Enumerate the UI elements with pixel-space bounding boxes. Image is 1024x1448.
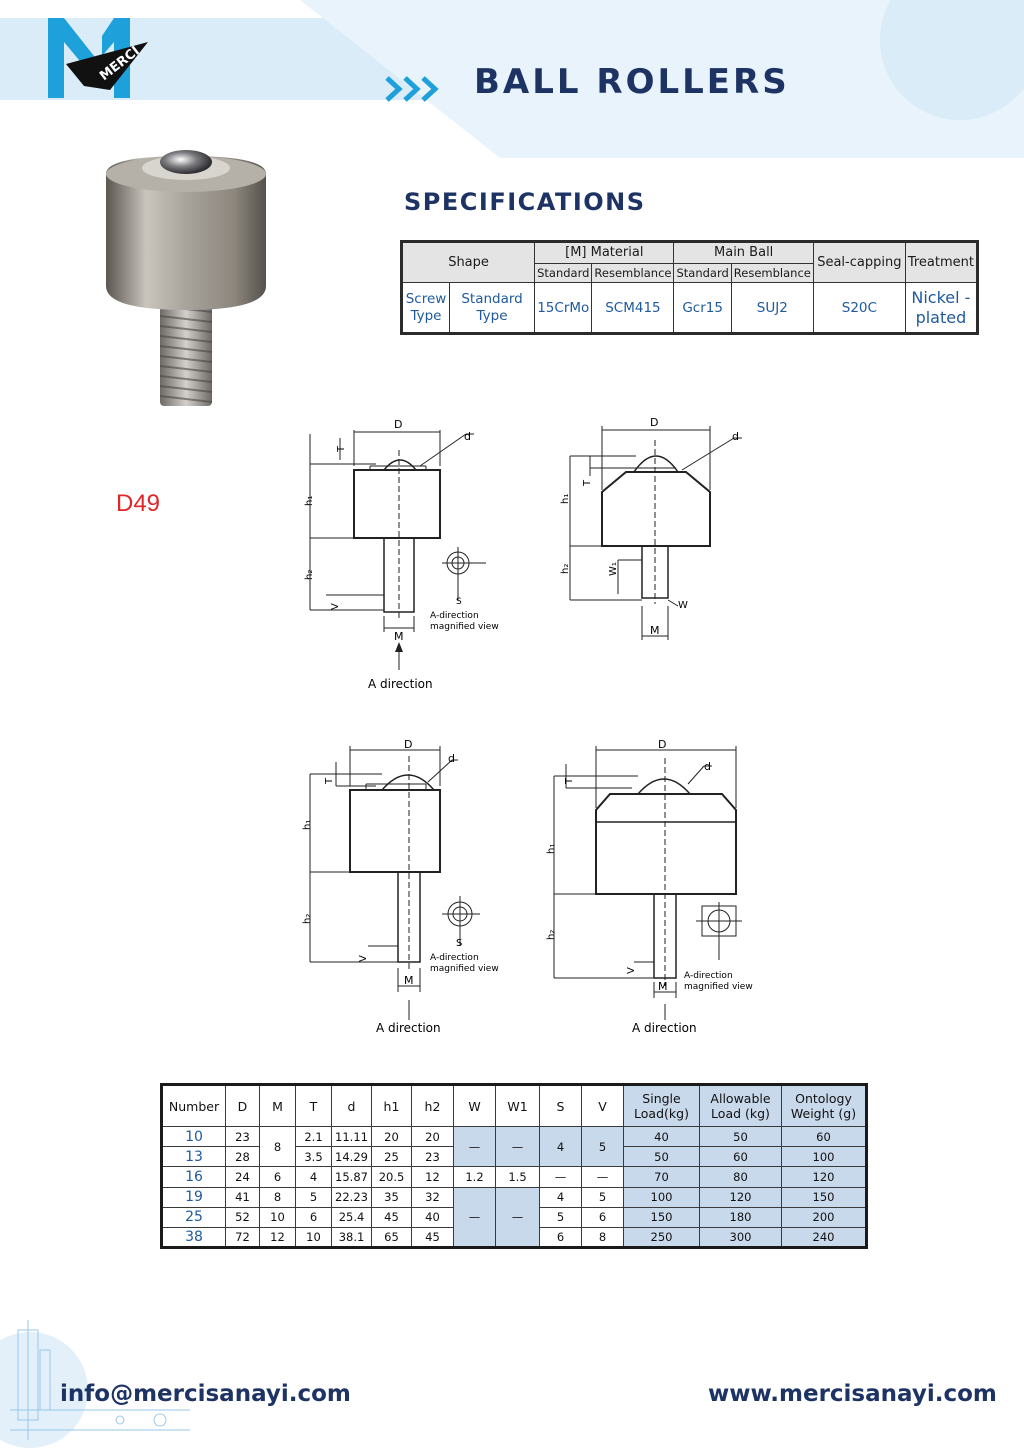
label-h2-3: h₂ bbox=[302, 913, 313, 924]
label-d-2: d bbox=[732, 430, 739, 443]
cell-number: 13 bbox=[162, 1147, 226, 1167]
ball-resemblance-cell: SUJ2 bbox=[731, 283, 813, 334]
cell-T: 2.1 bbox=[296, 1127, 332, 1147]
material-standard-header: Standard bbox=[535, 263, 592, 282]
cell-allowable-load: 50 bbox=[700, 1127, 782, 1147]
cell-h2: 32 bbox=[412, 1187, 454, 1207]
magnified-view-label-4b: magnified view bbox=[684, 982, 753, 992]
cell-single-load: 70 bbox=[624, 1167, 700, 1187]
label-W-2: W bbox=[678, 600, 688, 611]
cell-V: 8 bbox=[582, 1227, 624, 1247]
label-T-2: T bbox=[582, 479, 593, 486]
cell-T: 10 bbox=[296, 1227, 332, 1247]
technical-drawing-3 bbox=[296, 730, 516, 1040]
cell-single-load: 150 bbox=[624, 1207, 700, 1227]
magnified-view-label-3a: A-direction bbox=[430, 953, 479, 963]
cell-allowable-load: 180 bbox=[700, 1207, 782, 1227]
cell-V: — bbox=[582, 1167, 624, 1187]
dimensions-table bbox=[160, 1083, 868, 1249]
cell-D: 41 bbox=[226, 1187, 260, 1207]
ball-standard-header: Standard bbox=[674, 263, 731, 282]
col-V: V bbox=[582, 1085, 624, 1127]
shape-header: Shape bbox=[402, 242, 535, 283]
magnified-view-label-4a: A-direction bbox=[684, 971, 733, 981]
cell-M: 8 bbox=[260, 1127, 296, 1167]
cell-h2: 23 bbox=[412, 1147, 454, 1167]
cell-V: 5 bbox=[582, 1127, 624, 1167]
technical-drawing-4 bbox=[542, 730, 768, 1040]
table-row bbox=[162, 1167, 867, 1187]
cell-W: — bbox=[454, 1127, 496, 1167]
col-D: D bbox=[226, 1085, 260, 1127]
shape-standard-cell: Standard Type bbox=[450, 283, 535, 334]
col-allowable-load: Allowable Load (kg) bbox=[700, 1085, 782, 1127]
col-single-load: Single Load(kg) bbox=[624, 1085, 700, 1127]
a-direction-label-3: A direction bbox=[376, 1021, 441, 1035]
magnified-view-label-3b: magnified view bbox=[430, 964, 499, 974]
label-h1-2: h₁ bbox=[560, 493, 571, 504]
cell-allowable-load: 120 bbox=[700, 1187, 782, 1207]
cell-M: 6 bbox=[260, 1167, 296, 1187]
cell-single-load: 250 bbox=[624, 1227, 700, 1247]
cell-single-load: 50 bbox=[624, 1147, 700, 1167]
label-h1: h₁ bbox=[304, 495, 315, 506]
model-label: D49 bbox=[116, 490, 161, 517]
label-T: T bbox=[336, 445, 347, 452]
cell-S: — bbox=[540, 1167, 582, 1187]
cell-d: 14.29 bbox=[332, 1147, 372, 1167]
cell-d: 11.11 bbox=[332, 1127, 372, 1147]
cell-d: 25.4 bbox=[332, 1207, 372, 1227]
cell-d: 15.87 bbox=[332, 1167, 372, 1187]
footer-email-link[interactable]: info@mercisanayi.com bbox=[60, 1381, 351, 1407]
label-h2-4: h₂ bbox=[546, 929, 557, 940]
cell-D: 52 bbox=[226, 1207, 260, 1227]
label-D-4: D bbox=[658, 738, 667, 751]
label-d-4: d bbox=[704, 760, 711, 773]
label-V: V bbox=[330, 603, 341, 610]
cell-S: 5 bbox=[540, 1207, 582, 1227]
main-ball-header: Main Ball bbox=[674, 242, 813, 264]
cell-allowable-load: 300 bbox=[700, 1227, 782, 1247]
cell-h2: 12 bbox=[412, 1167, 454, 1187]
cell-weight: 240 bbox=[782, 1227, 867, 1247]
cell-T: 6 bbox=[296, 1207, 332, 1227]
cell-h1: 20.5 bbox=[372, 1167, 412, 1187]
cell-D: 72 bbox=[226, 1227, 260, 1247]
cell-number: 16 bbox=[162, 1167, 226, 1187]
cell-weight: 200 bbox=[782, 1207, 867, 1227]
col-h1: h1 bbox=[372, 1085, 412, 1127]
page-title: BALL ROLLERS bbox=[474, 62, 790, 102]
cell-weight: 150 bbox=[782, 1187, 867, 1207]
merci-logo bbox=[44, 16, 154, 102]
label-h1-3: h₁ bbox=[302, 819, 313, 830]
cell-T: 4 bbox=[296, 1167, 332, 1187]
material-header: [M] Material bbox=[535, 242, 674, 264]
cell-W1: 1.5 bbox=[496, 1167, 540, 1187]
chevron-arrows-icon bbox=[383, 74, 443, 104]
label-M-2: M bbox=[650, 624, 660, 637]
cell-S: 4 bbox=[540, 1127, 582, 1167]
label-d: d bbox=[464, 430, 471, 443]
cell-D: 24 bbox=[226, 1167, 260, 1187]
cell-D: 23 bbox=[226, 1127, 260, 1147]
table-row bbox=[162, 1187, 867, 1207]
cell-S: 6 bbox=[540, 1227, 582, 1247]
technical-drawing-1 bbox=[296, 410, 516, 700]
seal-capping-cell: S20C bbox=[813, 283, 905, 334]
cell-allowable-load: 60 bbox=[700, 1147, 782, 1167]
a-direction-label: A direction bbox=[368, 677, 433, 691]
cell-h1: 25 bbox=[372, 1147, 412, 1167]
col-number: Number bbox=[162, 1085, 226, 1127]
cell-single-load: 40 bbox=[624, 1127, 700, 1147]
cell-M: 10 bbox=[260, 1207, 296, 1227]
cell-d: 38.1 bbox=[332, 1227, 372, 1247]
label-S-3: S bbox=[456, 938, 463, 949]
cell-h2: 45 bbox=[412, 1227, 454, 1247]
cell-W1: — bbox=[496, 1187, 540, 1247]
cell-S: 4 bbox=[540, 1187, 582, 1207]
cell-number: 19 bbox=[162, 1187, 226, 1207]
cell-h1: 65 bbox=[372, 1227, 412, 1247]
logo-text: MERCI bbox=[97, 43, 143, 85]
cell-d: 22.23 bbox=[332, 1187, 372, 1207]
magnified-view-label-1: A-direction bbox=[430, 611, 479, 621]
label-W1-2: W₁ bbox=[608, 562, 619, 576]
material-resemblance-cell: SCM415 bbox=[592, 283, 674, 334]
cell-D: 28 bbox=[226, 1147, 260, 1167]
cell-W: — bbox=[454, 1187, 496, 1247]
blueprint-decoration bbox=[0, 1300, 200, 1448]
col-S: S bbox=[540, 1085, 582, 1127]
cell-single-load: 100 bbox=[624, 1187, 700, 1207]
cell-number: 38 bbox=[162, 1227, 226, 1247]
cell-weight: 120 bbox=[782, 1167, 867, 1187]
label-T-3: T bbox=[324, 777, 335, 784]
col-T: T bbox=[296, 1085, 332, 1127]
cell-h2: 40 bbox=[412, 1207, 454, 1227]
label-d-3: d bbox=[448, 752, 455, 765]
col-W1: W1 bbox=[496, 1085, 540, 1127]
label-h2-2: h₂ bbox=[560, 563, 571, 574]
technical-drawing-2 bbox=[556, 410, 756, 650]
footer-website-link[interactable]: www.mercisanayi.com bbox=[708, 1381, 997, 1407]
cell-weight: 100 bbox=[782, 1147, 867, 1167]
label-M-3: M bbox=[404, 974, 414, 987]
material-standard-cell: 15CrMo bbox=[535, 283, 592, 334]
cell-weight: 60 bbox=[782, 1127, 867, 1147]
treatment-cell: Nickel -plated bbox=[905, 283, 977, 334]
col-d: d bbox=[332, 1085, 372, 1127]
col-W: W bbox=[454, 1085, 496, 1127]
cell-M: 8 bbox=[260, 1187, 296, 1207]
specifications-heading: SPECIFICATIONS bbox=[404, 188, 646, 216]
label-h1-4: h₁ bbox=[546, 843, 557, 854]
seal-capping-header: Seal-capping bbox=[813, 242, 905, 283]
cell-T: 5 bbox=[296, 1187, 332, 1207]
ball-roller-photo bbox=[96, 146, 276, 414]
col-M: M bbox=[260, 1085, 296, 1127]
label-S: S bbox=[456, 597, 462, 607]
label-h2: h₂ bbox=[304, 569, 315, 580]
label-D-2: D bbox=[650, 416, 659, 429]
material-resemblance-header: Resemblance bbox=[592, 263, 674, 282]
label-M: M bbox=[394, 630, 404, 643]
cell-h2: 20 bbox=[412, 1127, 454, 1147]
shape-type-cell: Screw Type bbox=[402, 283, 450, 334]
table-row bbox=[162, 1127, 867, 1147]
cell-W: 1.2 bbox=[454, 1167, 496, 1187]
ball-resemblance-header: Resemblance bbox=[731, 263, 813, 282]
label-D: D bbox=[394, 418, 403, 431]
col-h2: h2 bbox=[412, 1085, 454, 1127]
label-D-3: D bbox=[404, 738, 413, 751]
cell-number: 10 bbox=[162, 1127, 226, 1147]
cell-V: 5 bbox=[582, 1187, 624, 1207]
a-direction-label-4: A direction bbox=[632, 1021, 697, 1035]
specifications-table bbox=[400, 240, 979, 335]
label-V-4: V bbox=[626, 967, 637, 974]
label-V-3: V bbox=[358, 955, 369, 962]
cell-V: 6 bbox=[582, 1207, 624, 1227]
treatment-header: Treatment bbox=[905, 242, 977, 283]
ball-standard-cell: Gcr15 bbox=[674, 283, 731, 334]
label-T-4: T bbox=[564, 777, 575, 784]
cell-M: 12 bbox=[260, 1227, 296, 1247]
label-M-4: M bbox=[658, 980, 668, 993]
cell-number: 25 bbox=[162, 1207, 226, 1227]
cell-T: 3.5 bbox=[296, 1147, 332, 1167]
cell-W1: — bbox=[496, 1127, 540, 1167]
cell-h1: 35 bbox=[372, 1187, 412, 1207]
cell-h1: 20 bbox=[372, 1127, 412, 1147]
magnified-view-label-2: magnified view bbox=[430, 622, 499, 632]
cell-h1: 45 bbox=[372, 1207, 412, 1227]
cell-allowable-load: 80 bbox=[700, 1167, 782, 1187]
col-ontology-weight: Ontology Weight (g) bbox=[782, 1085, 867, 1127]
